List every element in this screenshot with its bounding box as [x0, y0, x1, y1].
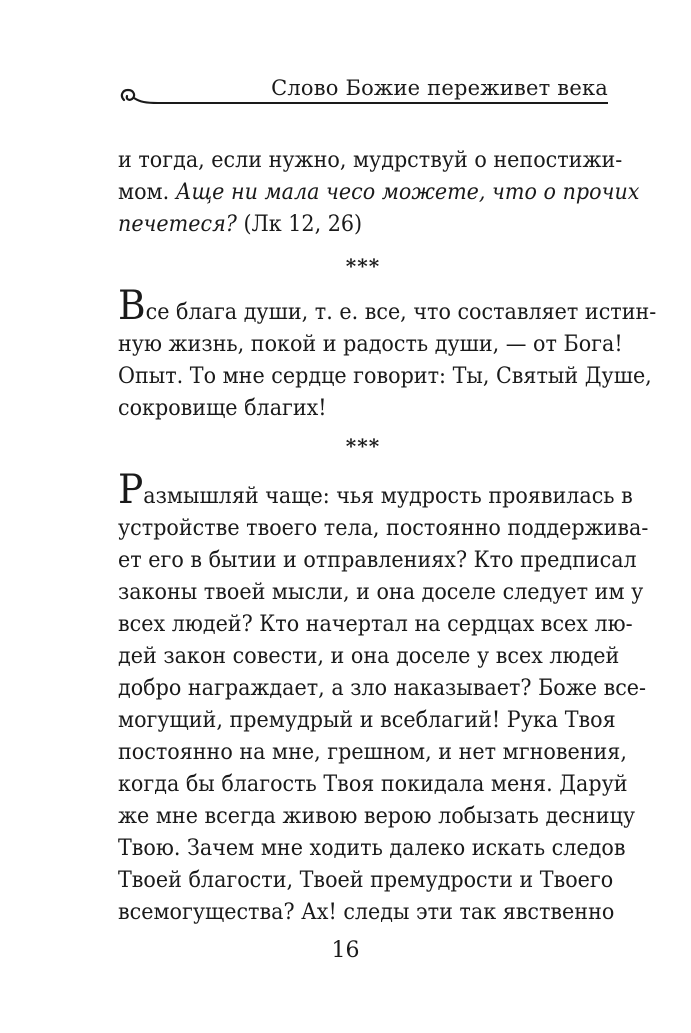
- text-line: сокровище благих!: [118, 396, 327, 421]
- text-run: се блага души, т. е. все, что составляет истин-: [145, 300, 657, 325]
- text-line: постоянно на мне, грешном, и нет мгновения,: [118, 740, 627, 765]
- text-line: могущий, премудрый и всеблагий! Рука Твоя: [118, 708, 616, 733]
- text-line: ет его в бытии и отправлениях? Кто предписал: [118, 548, 637, 573]
- section-divider: ***: [345, 434, 381, 458]
- paragraph-2: [118, 283, 657, 425]
- text-line: Опыт. То мне сердце говорит: Ты, Святый Душе,: [118, 364, 652, 389]
- text-line: [118, 467, 633, 513]
- paragraph-3: [118, 467, 649, 929]
- text-line: и тогда, если нужно, мудрствуй о непостижи-: [118, 148, 623, 173]
- text-line: всемогущества? Ах! следы эти так явственно: [118, 900, 615, 925]
- running-title: Слово Божие переживет века: [271, 76, 608, 100]
- scripture-reference: (Лк 12, 26): [236, 212, 363, 237]
- quotation-italic: Аще ни мала чесо можете, что о прочих: [175, 180, 640, 205]
- text-line: же мне всегда живою верою лобызать десницу: [118, 804, 636, 829]
- drop-cap: В: [118, 283, 146, 329]
- text-line: [118, 209, 608, 241]
- text-line: Твоей благости, Твоей премудрости и Твоего: [118, 868, 614, 893]
- text-line: законы твоей мысли, и она доселе следует им у: [118, 580, 644, 605]
- quotation-italic: печетеся?: [118, 212, 237, 237]
- text-line: устройстве твоего тела, постоянно поддержива-: [118, 516, 649, 541]
- text-run: азмышляй чаще: чья мудрость проявилась в: [143, 484, 633, 509]
- paragraph-1: [118, 145, 640, 241]
- text-line: [118, 283, 657, 329]
- text-line: дей закон совести, и она доселе у всех людей: [118, 644, 620, 669]
- section-divider: ***: [345, 254, 381, 278]
- running-header: [118, 72, 608, 112]
- text-line: всех людей? Кто начертал на сердцах всех лю-: [118, 612, 633, 637]
- drop-cap: Р: [118, 467, 144, 513]
- text-line: Твою. Зачем мне ходить далеко искать следов: [118, 836, 626, 861]
- text-line: [118, 177, 640, 209]
- text-run: мом.: [118, 180, 176, 205]
- page-number: 16: [331, 938, 360, 963]
- text-line: когда бы благость Твоя покидала меня. Даруй: [118, 772, 628, 797]
- text-line: ную жизнь, покой и радость души, — от Бога!: [118, 332, 623, 357]
- text-line: добро награждает, а зло наказывает? Боже все-: [118, 676, 647, 701]
